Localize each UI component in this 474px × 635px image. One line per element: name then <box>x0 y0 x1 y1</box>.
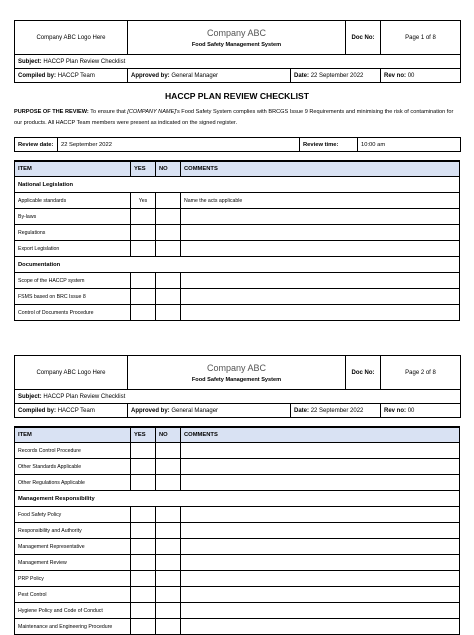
checklist-item-label: Regulations <box>15 225 131 241</box>
document-page-2 <box>14 355 460 635</box>
comments-cell[interactable] <box>181 225 460 241</box>
no-cell[interactable] <box>156 603 181 619</box>
yes-cell[interactable] <box>131 507 156 523</box>
column-header-comments: COMMENTS <box>181 427 460 443</box>
checklist-row <box>15 523 460 539</box>
compiled-label: Compiled by: <box>18 407 57 414</box>
subject-value: HACCP Plan Review Checklist <box>43 393 126 400</box>
column-header-item: ITEM <box>15 427 131 443</box>
no-cell[interactable] <box>156 539 181 555</box>
compiled-cell <box>15 69 128 83</box>
date-label: Date: <box>294 407 310 414</box>
company-logo-placeholder: Company ABC Logo Here <box>15 356 128 390</box>
no-cell[interactable] <box>156 507 181 523</box>
no-cell[interactable] <box>156 523 181 539</box>
comments-cell[interactable]: Name the acts applicable <box>181 193 460 209</box>
compiled-label: Compiled by: <box>18 72 57 79</box>
checklist-row <box>15 241 460 257</box>
no-cell[interactable] <box>156 571 181 587</box>
checklist-title: HACCP PLAN REVIEW CHECKLIST <box>164 91 310 101</box>
comments-cell[interactable] <box>181 305 460 321</box>
checklist-row <box>15 603 460 619</box>
rev-value: 00 <box>407 72 415 79</box>
purpose-text-a: To ensure that <box>88 109 128 115</box>
date-value: 22 September 2022 <box>310 72 364 79</box>
checklist-item-label: FSMS based on BRC Issue 8 <box>15 289 131 305</box>
document-header <box>14 20 461 83</box>
column-header-yes: YES <box>131 427 156 443</box>
section-heading: Management Responsibility <box>15 491 460 507</box>
comments-cell[interactable] <box>181 507 460 523</box>
section-heading: Documentation <box>15 257 460 273</box>
page-number: Page 1 of 8 <box>381 21 461 55</box>
checklist-row <box>15 507 460 523</box>
checklist-row <box>15 273 460 289</box>
company-title-cell <box>128 21 346 55</box>
checklist-row <box>15 475 460 491</box>
rev-cell <box>381 404 461 418</box>
purpose-paragraph <box>14 107 460 129</box>
checklist-item-label: Applicable standards <box>15 193 131 209</box>
checklist-row <box>15 305 460 321</box>
no-cell[interactable] <box>156 459 181 475</box>
yes-cell[interactable] <box>131 443 156 459</box>
comments-cell[interactable] <box>181 539 460 555</box>
checklist-row <box>15 443 460 459</box>
approved-value: General Manager <box>171 72 219 79</box>
checklist-row <box>15 193 460 209</box>
purpose-text-b: 's Food Safety System complies with BRCGS Issue 9 Requirements and minimising the risk of contamination for our products. All HACCP Team members were present as indicated on the signed register. <box>14 109 454 126</box>
comments-cell[interactable] <box>181 619 460 635</box>
rev-value: 00 <box>407 407 415 414</box>
no-cell[interactable] <box>156 289 181 305</box>
compiled-value: HACCP Team <box>57 72 95 79</box>
compiled-value: HACCP Team <box>57 407 95 414</box>
subject-value: HACCP Plan Review Checklist <box>43 58 126 65</box>
checklist-item-label: Maintenance and Engineering Procedure <box>15 619 131 635</box>
no-cell[interactable] <box>156 273 181 289</box>
comments-cell[interactable] <box>181 273 460 289</box>
checklist-row <box>15 459 460 475</box>
no-cell[interactable] <box>156 305 181 321</box>
comments-cell[interactable] <box>181 459 460 475</box>
checklist-item-label: PRP Policy <box>15 571 131 587</box>
no-cell[interactable] <box>156 587 181 603</box>
checklist-table-2 <box>14 426 460 635</box>
yes-cell[interactable] <box>131 209 156 225</box>
subject-cell <box>15 55 461 69</box>
comments-cell[interactable] <box>181 523 460 539</box>
checklist-row <box>15 555 460 571</box>
checklist-body-1 <box>15 177 460 321</box>
document-header <box>14 355 461 418</box>
approved-label: Approved by: <box>131 407 170 414</box>
section-row <box>15 491 460 507</box>
document-page-1 <box>14 20 460 321</box>
yes-cell[interactable] <box>131 305 156 321</box>
no-cell[interactable] <box>156 193 181 209</box>
rev-cell <box>381 69 461 83</box>
checklist-item-label: Management Review <box>15 555 131 571</box>
yes-cell[interactable] <box>131 571 156 587</box>
section-row <box>15 257 460 273</box>
approved-cell <box>128 69 291 83</box>
comments-cell[interactable] <box>181 209 460 225</box>
checklist-item-label: Control of Documents Procedure <box>15 305 131 321</box>
checklist-row <box>15 209 460 225</box>
doc-no-label: Doc No: <box>346 356 381 390</box>
checklist-item-label: Responsibility and Authority <box>15 523 131 539</box>
yes-cell[interactable] <box>131 619 156 635</box>
date-cell <box>291 69 381 83</box>
company-name-placeholder: [COMPANY NAME] <box>127 109 176 115</box>
column-header-yes: YES <box>131 161 156 177</box>
checklist-row <box>15 571 460 587</box>
no-cell[interactable] <box>156 475 181 491</box>
company-logo-placeholder: Company ABC Logo Here <box>15 21 128 55</box>
checklist-item-label: Other Regulations Applicable <box>15 475 131 491</box>
yes-cell[interactable] <box>131 603 156 619</box>
company-name: Company ABC <box>206 27 267 38</box>
comments-cell[interactable] <box>181 555 460 571</box>
checklist-item-label: Management Representative <box>15 539 131 555</box>
approved-cell <box>128 404 291 418</box>
no-cell[interactable] <box>156 209 181 225</box>
no-cell[interactable] <box>156 555 181 571</box>
no-cell[interactable] <box>156 225 181 241</box>
column-header-no: NO <box>156 427 181 443</box>
yes-cell[interactable] <box>131 459 156 475</box>
compiled-cell <box>15 404 128 418</box>
checklist-body-2 <box>15 443 460 635</box>
review-info-table <box>14 137 461 152</box>
checklist-row <box>15 619 460 635</box>
system-name: Food Safety Management System <box>191 41 282 48</box>
checklist-item-label: Other Standards Applicable <box>15 459 131 475</box>
yes-cell[interactable] <box>131 475 156 491</box>
yes-cell[interactable] <box>131 241 156 257</box>
comments-cell[interactable] <box>181 289 460 305</box>
date-cell <box>291 404 381 418</box>
comments-cell[interactable] <box>181 241 460 257</box>
approved-value: General Manager <box>171 407 219 414</box>
page-number: Page 2 of 8 <box>381 356 461 390</box>
yes-cell[interactable] <box>131 225 156 241</box>
comments-cell[interactable] <box>181 603 460 619</box>
checklist-table-1 <box>14 160 460 321</box>
section-heading: National Legislation <box>15 177 460 193</box>
checklist-item-label: Export Legislation <box>15 241 131 257</box>
checklist-item-label: Food Safety Policy <box>15 507 131 523</box>
checklist-item-label: Pest Control <box>15 587 131 603</box>
yes-cell[interactable]: Yes <box>131 193 156 209</box>
no-cell[interactable] <box>156 241 181 257</box>
date-value: 22 September 2022 <box>310 407 364 414</box>
rev-label: Rev no: <box>384 407 407 414</box>
yes-cell[interactable] <box>131 523 156 539</box>
checklist-row <box>15 289 460 305</box>
company-title-cell <box>128 356 346 390</box>
rev-label: Rev no: <box>384 72 407 79</box>
yes-cell[interactable] <box>131 289 156 305</box>
review-time-label: Review time: <box>300 138 358 152</box>
yes-cell[interactable] <box>131 587 156 603</box>
review-date-label: Review date: <box>15 138 58 152</box>
approved-label: Approved by: <box>131 72 170 79</box>
checklist-item-label: Hygiene Policy and Code of Conduct <box>15 603 131 619</box>
comments-cell[interactable] <box>181 443 460 459</box>
section-row <box>15 177 460 193</box>
column-header-comments: COMMENTS <box>181 161 460 177</box>
no-cell[interactable] <box>156 443 181 459</box>
subject-cell <box>15 390 461 404</box>
checklist-row <box>15 587 460 603</box>
review-date-value[interactable]: 22 September 2022 <box>58 138 300 152</box>
doc-no-label: Doc No: <box>346 21 381 55</box>
column-header-item: ITEM <box>15 161 131 177</box>
yes-cell[interactable] <box>131 555 156 571</box>
column-header-no: NO <box>156 161 181 177</box>
comments-cell[interactable] <box>181 587 460 603</box>
comments-cell[interactable] <box>181 475 460 491</box>
checklist-item-label: Records Control Procedure <box>15 443 131 459</box>
purpose-label: PURPOSE OF THE REVIEW: <box>14 109 89 115</box>
subject-label: Subject: <box>18 393 42 400</box>
review-time-value[interactable]: 10:00 am <box>358 138 461 152</box>
yes-cell[interactable] <box>131 273 156 289</box>
system-name: Food Safety Management System <box>191 376 282 383</box>
company-name: Company ABC <box>206 362 267 373</box>
checklist-item-label: By-laws <box>15 209 131 225</box>
yes-cell[interactable] <box>131 539 156 555</box>
checklist-row <box>15 225 460 241</box>
subject-label: Subject: <box>18 58 42 65</box>
checklist-row <box>15 539 460 555</box>
checklist-item-label: Scope of the HACCP system <box>15 273 131 289</box>
comments-cell[interactable] <box>181 571 460 587</box>
date-label: Date: <box>294 72 310 79</box>
no-cell[interactable] <box>156 619 181 635</box>
